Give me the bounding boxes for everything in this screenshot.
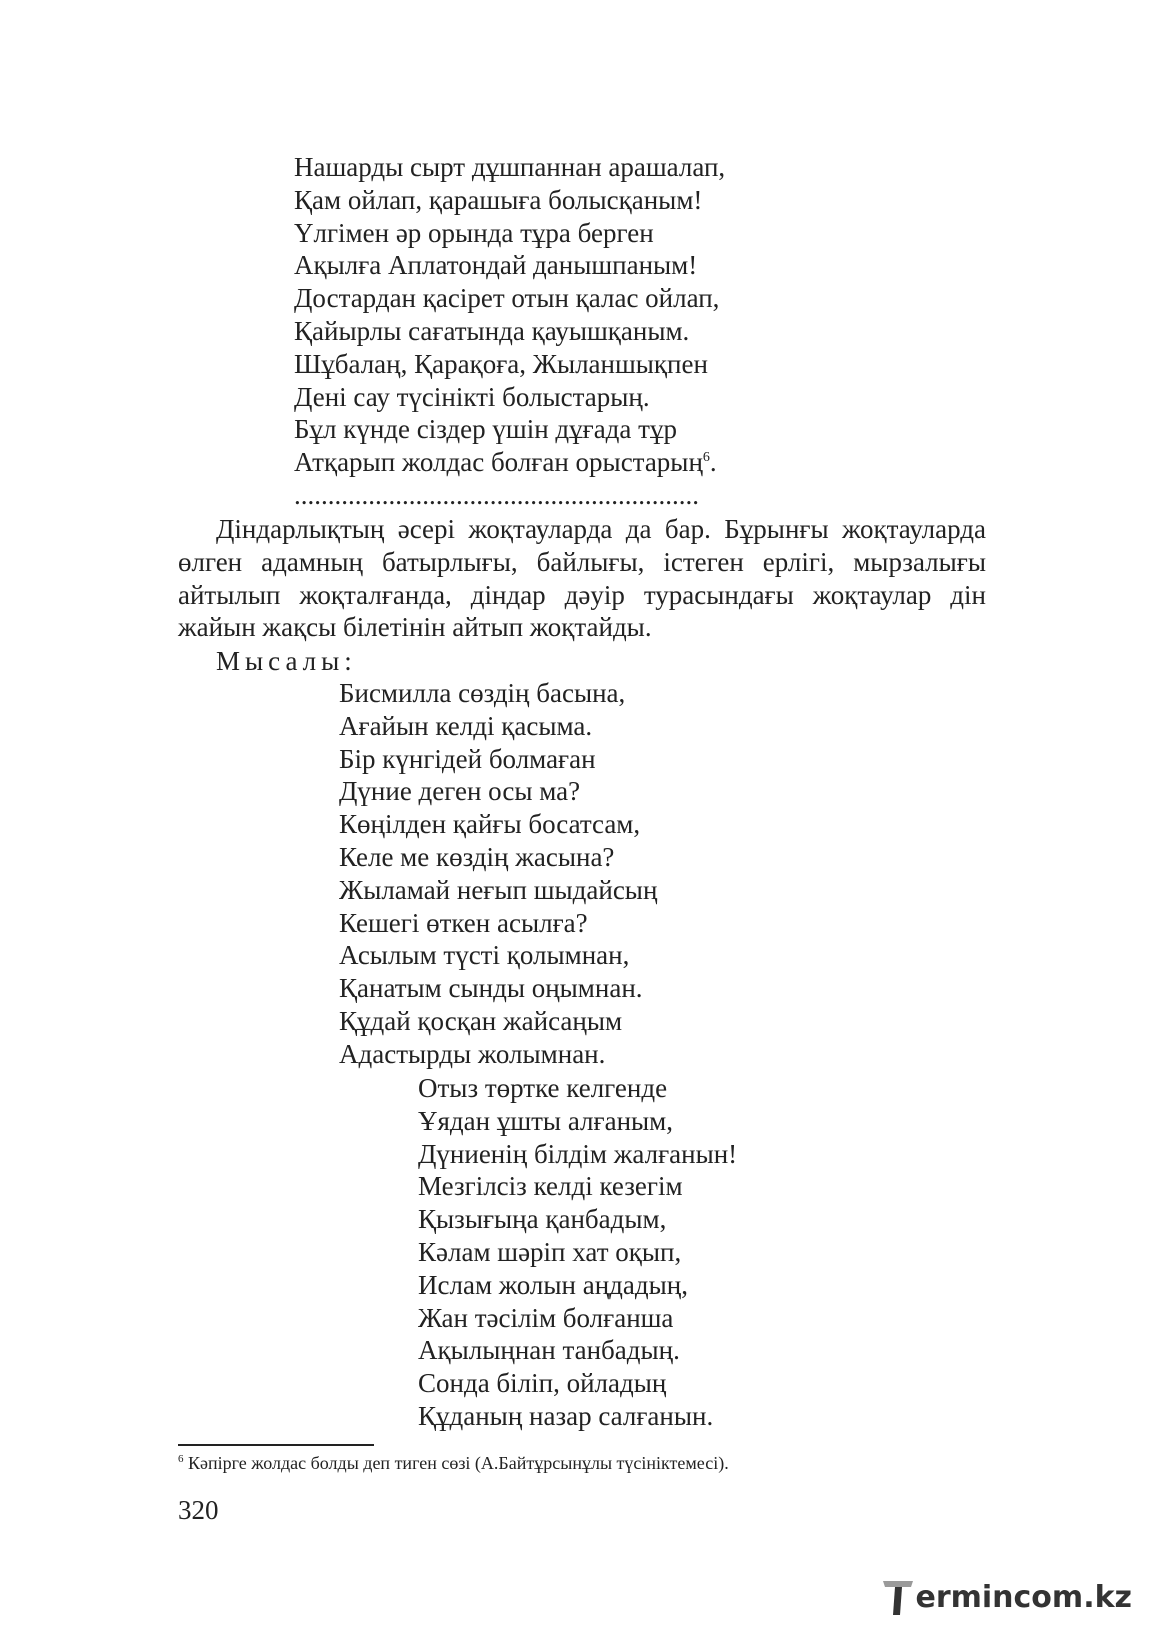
verse-line: Кәлам шәріп хат оқып, [418,1236,682,1267]
verse-line: Дені сау түсінікті болыстарың. [294,381,650,412]
verse-line: Келе ме көздің жасына? [339,841,615,872]
verse-stanza-1 [294,151,725,512]
body-paragraph: Діндарлықтың әсері жоқтауларда да бар. Бұрынғы жоқтауларда өлген адамның батырлығы, байлығы, істеген ерлігі, мырзалығы айтылып жоқталғанда, діндар дәуір турасындағы жоқтаулар дін жайын жақсы білетінін айтып жоқтайды. [178,514,986,643]
verse-line: Отыз төртке келгенде [418,1073,668,1103]
verse-line: Нашарды сырт дұшпаннан арашалап, [294,152,726,182]
verse-line: Шұбалаң, Қарақоға, Жыланшықпен [294,348,708,379]
example-label: Мысалы: [216,646,357,676]
verse-line: Үлгімен әр орында тұра берген [294,217,654,248]
site-watermark [881,1575,1132,1619]
page-number: 320 [178,1495,219,1525]
verse-line: Дүние деген осы ма? [339,776,581,807]
verse-line: Ақылға Аплатондай данышпаным! [294,250,698,281]
verse-line: Жыламай неғып шыдайсың [339,874,658,905]
verse-line: Атқарып жолдас болған орыстарың [294,447,703,478]
verse-line: Бұл күнде сіздер үшін дұғада тұр [294,414,677,445]
verse-ellipsis: ............................................................ [294,479,699,510]
footnote [178,1452,729,1474]
verse-line: Дүниенің білдім жалғанын! [418,1138,738,1169]
verse-line: Достардан қасірет отын қалас ойлап, [294,283,720,314]
verse-line: Сонда біліп, ойладың [418,1368,667,1399]
verse-stanza-3 [418,1072,737,1433]
verse-line: Жан тәсілім болғанша [418,1302,674,1333]
verse-line: Қызығыңа қанбадым, [418,1204,667,1235]
watermark-text: ermincom [915,1579,1084,1615]
verse-line: Мезгілсіз келді кезегім [418,1171,683,1202]
verse-line: Құданың назар салғанын. [418,1400,714,1431]
verse-line: Асылым түсті қолымнан, [339,940,630,971]
verse-line: Қам ойлап, қарашыға болысқаным! [294,184,703,215]
verse-line: Құдай қосқан жайсаңым [339,1005,623,1036]
terminology-logo-icon [881,1577,915,1617]
verse-line: Ағайын келді қасыма. [339,710,593,741]
footnote-divider [178,1444,374,1446]
footnote-reference[interactable]: 6 [702,450,710,466]
verse-line: Көңілден қайғы босатсам, [339,809,641,840]
verse-line-with-footnote: Атқарып жолдас болған орыстарың$^6$. [294,447,717,478]
footnote-marker: 6 [178,1453,184,1465]
verse-stanza-2 [339,677,657,1071]
verse-line: Ұядан ұшты алғаным, [418,1105,673,1136]
verse-line: Бір күнгідей болмаған [339,743,596,774]
footnote-text: Кәпірге жолдас болды деп тиген сөзі (А.Байтұрсынұлы түсініктемесі). [183,1453,729,1473]
verse-line: Қайырлы сағатында қауышқаным. [294,315,690,346]
watermark-domain: .kz [1083,1579,1132,1615]
verse-line: Кешегі өткен асылға? [339,907,588,938]
verse-line: Ислам жолын аңдадың, [418,1269,688,1300]
verse-line: Қанатым сынды оңымнан. [339,973,643,1004]
verse-line: Ақылыңнан танбадың. [418,1335,680,1366]
verse-line: Бисмилла сөздің басына, [339,678,626,708]
verse-line: Адастырды жолымнан. [339,1038,606,1069]
